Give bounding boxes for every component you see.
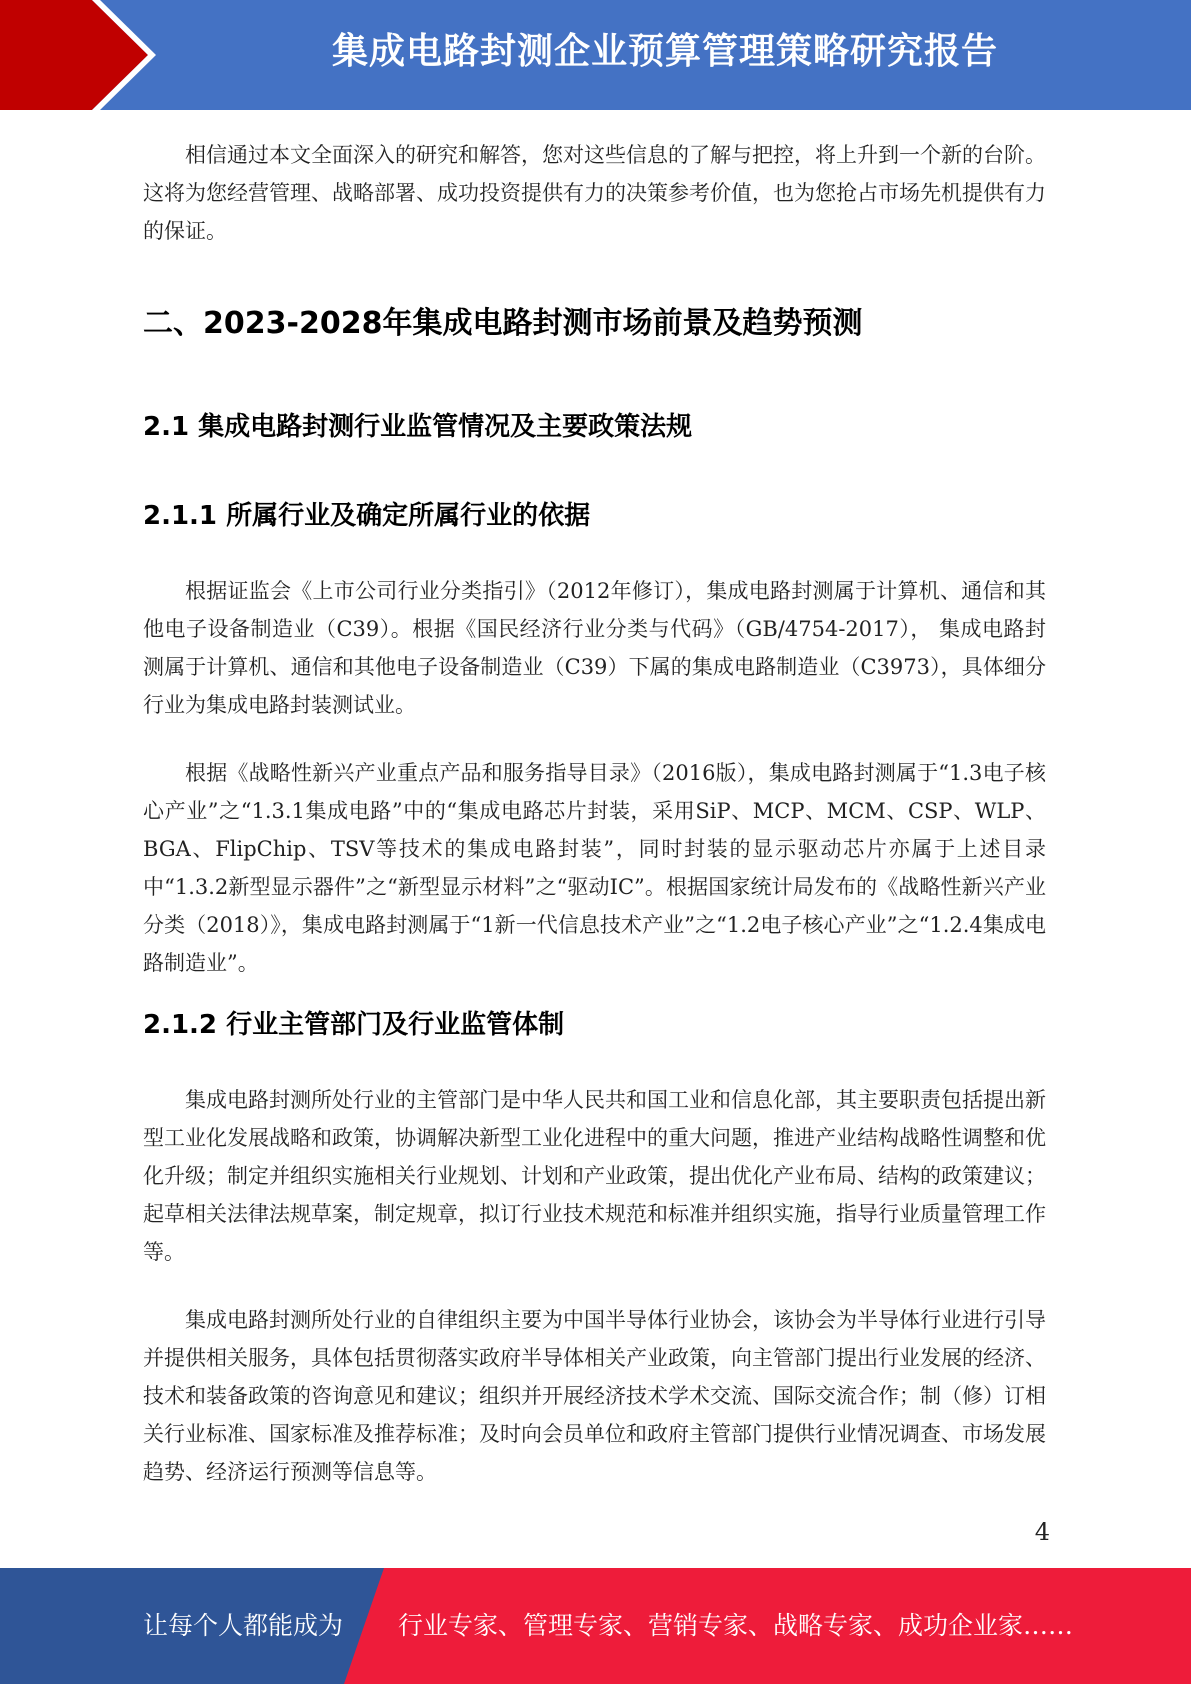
footer-slogan-right: 行业专家、管理专家、营销专家、战略专家、成功企业家…… <box>398 1611 1074 1640</box>
page-content <box>143 130 1046 1491</box>
section-heading-2-1-1: 2.1.1 所属行业及确定所属行业的依据 <box>143 501 591 531</box>
intro-paragraph: 相信通过本文全面深入的研究和解答，您对这些信息的了解与把控，将上升到一个新的台阶。这将为您经营管理、战略部署、成功投资提供有力的决策参考价值，也为您抢占市场先机提供有力的保证。 <box>143 143 1046 243</box>
footer-banner <box>0 1568 1191 1684</box>
section-heading-2-1-2: 2.1.2 行业主管部门及行业监管体制 <box>143 1010 565 1040</box>
report-title: 集成电路封测企业预算管理策略研究报告 <box>331 31 998 72</box>
paragraph-2-1-2-a: 集成电路封测所处行业的主管部门是中华人民共和国工业和信息化部，其主要职责包括提出新型工业化发展战略和政策，协调解决新型工业化进程中的重大问题，推进产业结构战略性调整和优化升级；制定并组织实施相关行业规划、计划和产业政策，提出优化产业布局、结构的政策建议；起草相关法律法规草案，制定规章，拟订行业技术规范和标准并组织实施，指导行业质量管理工作等。 <box>143 1088 1046 1264</box>
footer-slogan-left: 让每个人都能成为 <box>143 1611 344 1640</box>
section-heading-2-1: 2.1 集成电路封测行业监管情况及主要政策法规 <box>143 412 693 442</box>
paragraph-2-1-1-a: 根据证监会《上市公司行业分类指引》（2012年修订），集成电路封测属于计算机、通信和其他电子设备制造业（C39）。根据《国民经济行业分类与代码》（GB/4754-2017）， 集成电路封测属于计算机、通信和其他电子设备制造业（C39）下属的集成电路制造业（C3973），具体细分行业为集成电路封装测试业。 <box>143 579 1046 717</box>
chapter-heading: 二、2023-2028年集成电路封测市场前景及趋势预测 <box>143 306 863 341</box>
paragraph-2-1-1-b: 根据《战略性新兴产业重点产品和服务指导目录》（2016版），集成电路封测属于“1.3电子核心产业”之“1.3.1集成电路”中的“集成电路芯片封装，采用SiP、MCP、MCM、CSP、WLP、BGA、FlipChip、TSV等技术的集成电路封装”，同时封装的显示驱动芯片亦属于上述目录中“1.3.2新型显示器件”之“新型显示材料”之“驱动IC”。根据国家统计局发布的《战略性新兴产业分类（2018）》，集成电路封测属于“1新一代信息技术产业”之“1.2电子核心产业”之“1.2.4集成电路制造业”。 <box>143 761 1046 975</box>
header-banner <box>0 0 1191 110</box>
header-chevron-graphic <box>0 0 160 110</box>
page-number: 4 <box>1034 1518 1050 1546</box>
paragraph-2-1-2-b: 集成电路封测所处行业的自律组织主要为中国半导体行业协会，该协会为半导体行业进行引导并提供相关服务，具体包括贯彻落实政府半导体相关产业政策，向主管部门提出行业发展的经济、技术和装备政策的咨询意见和建议；组织并开展经济技术学术交流、国际交流合作；制（修）订相关行业标准、国家标准及推荐标准；及时向会员单位和政府主管部门提供行业情况调查、市场发展趋势、经济运行预测等信息等。 <box>143 1308 1046 1484</box>
